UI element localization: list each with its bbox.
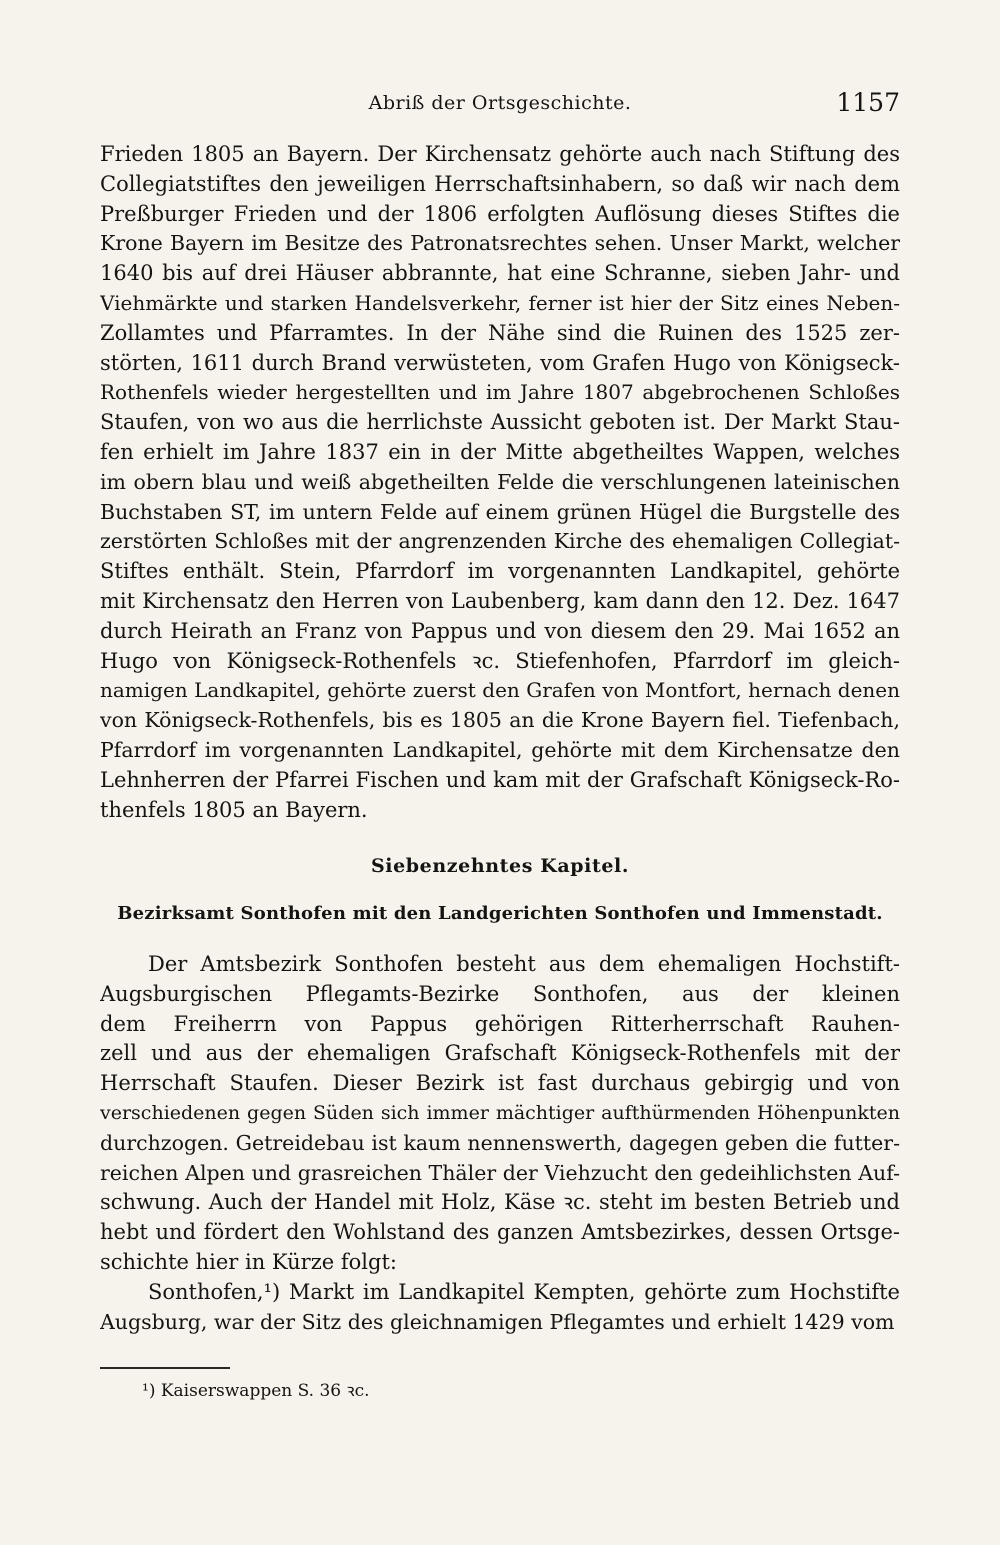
paragraph-continuation [100,140,900,825]
text-line: Augsburgischen Pflegamts-Bezirke Sonthofen, aus der kleinen [100,981,900,1006]
page-number: 1157 [836,88,900,117]
text-line: Staufen, von wo aus die herrlichste Aussicht geboten ist. Der Markt Stau- [100,410,900,435]
text-line: schwung. Auch der Handel mit Holz, Käse ꝛc. steht im besten Betrieb und [100,1190,900,1215]
text-line: Pfarrdorf im vorgenannten Landkapitel, gehörte mit dem Kirchensatze den [100,737,900,762]
text-line: von Königseck-Rothenfels, bis es 1805 an die Krone Bayern fiel. Tiefenbach, [100,708,900,733]
text-line: verschiedenen gegen Süden sich immer mächtiger aufthürmenden Höhenpunkten [100,1101,900,1124]
text-line: durchzogen. Getreidebau ist kaum nennenswerth, dagegen geben die futter- [100,1130,900,1155]
text-line: Collegiatstiftes den jeweiligen Herrschaftsinhabern, so daß wir nach dem [100,171,900,196]
text-line: störten, 1611 durch Brand verwüsteten, vom Grafen Hugo von Königseck- [100,350,900,375]
section-heading: Bezirksamt Sonthofen mit den Landgerichten Sonthofen und Immenstadt. [117,903,883,924]
text-line: durch Heirath an Franz von Pappus und von diesem den 29. Mai 1652 an [100,618,900,643]
text-line: dem Freiherrn von Pappus gehörigen Ritterherrschaft Rauhen- [100,1011,900,1036]
text-line: Lehnherren der Pfarrei Fischen und kam mit der Grafschaft Königseck-Ro- [100,767,900,792]
footnote: ¹) Kaiserswappen S. 36 ꝛc. [142,1381,370,1401]
text-line: hebt und fördert den Wohlstand des ganzen Amtsbezirkes, dessen Ortsge- [100,1220,900,1245]
text-line: schichte hier in Kürze folgt: [100,1249,397,1274]
text-line: Augsburg, war der Sitz des gleichnamigen Pflegamtes und erhielt 1429 vom [100,1309,895,1334]
text-line: Hugo von Königseck-Rothenfels ꝛc. Stiefenhofen, Pfarrdorf im gleich- [100,648,900,673]
text-line: fen erhielt im Jahre 1837 ein in der Mitte abgetheiltes Wappen, welches [100,439,900,464]
text-line: Preßburger Frieden und der 1806 erfolgten Auflösung dieses Stiftes die [100,201,900,226]
text-line: im obern blau und weiß abgetheilten Felde die verschlungenen lateinischen [100,469,900,494]
text-line: zerstörten Schloßes mit der angrenzenden Kirche des ehemaligen Collegiat- [100,529,900,554]
footnote-divider [100,1367,230,1369]
text-line: zell und aus der ehemaligen Grafschaft Königseck-Rothenfels mit der [100,1041,900,1066]
text-line: Zollamtes und Pfarramtes. In der Nähe sind die Ruinen des 1525 zer- [100,320,900,345]
text-line: reichen Alpen und grasreichen Thäler der Viehzucht den gedeihlichsten Auf- [100,1160,900,1185]
text-line: Krone Bayern im Besitze des Patronatsrechtes sehen. Unser Markt, welcher [100,231,900,256]
text-line: Sonthofen,¹) Markt im Landkapitel Kempten, gehörte zum Hochstifte [148,1279,900,1304]
text-line: Herrschaft Staufen. Dieser Bezirk ist fast durchaus gebirgig und von [100,1071,900,1096]
text-line: 1640 bis auf drei Häuser abbrannte, hat eine Schranne, sieben Jahr- und [100,261,900,286]
text-line: Stiftes enthält. Stein, Pfarrdorf im vorgenannten Landkapitel, gehörte [100,559,900,584]
text-line: Der Amtsbezirk Sonthofen besteht aus dem ehemaligen Hochstift- [148,952,900,976]
text-line: mit Kirchensatz den Herren von Laubenberg, kam dann den 12. Dez. 1647 [100,588,900,613]
chapter-heading: Siebenzehntes Kapitel. [370,855,630,877]
running-head [100,88,900,124]
text-line: Viehmärkte und starken Handelsverkehr, ferner ist hier der Sitz eines Neben- [100,290,900,315]
text-line: Frieden 1805 an Bayern. Der Kirchensatz gehörte auch nach Stiftung des [100,142,900,166]
text-line: thenfels 1805 an Bayern. [100,797,368,822]
text-line: namigen Landkapitel, gehörte zuerst den Grafen von Montfort, hernach denen [100,678,900,703]
text-line: Buchstaben ST, im untern Felde auf einem grünen Hügel die Burgstelle des [100,499,900,524]
paragraph-intro [100,950,900,1337]
running-title: Abriß der Ortsgeschichte. [368,92,632,114]
text-line: Rothenfels wieder hergestellten und im Jahre 1807 abgebrochenen Schloßes [100,380,900,405]
